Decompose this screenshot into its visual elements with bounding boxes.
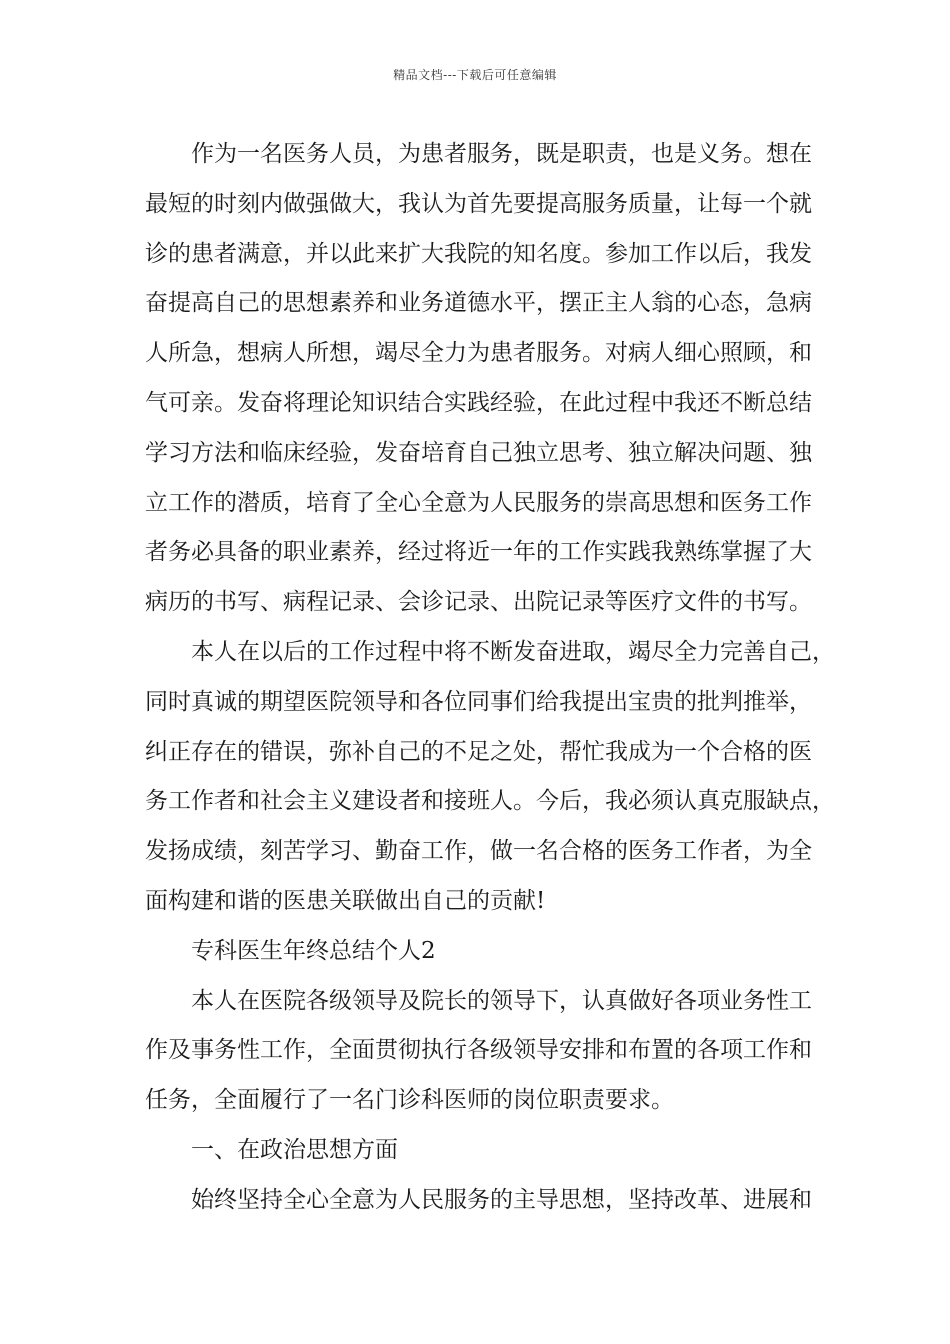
text-line: 奋提高自己的思想素养和业务道德水平，摆正主人翁的心态，急病	[145, 290, 812, 317]
subsection-heading	[145, 1126, 825, 1176]
paragraph-3	[145, 977, 825, 1126]
text-line: 人所急，想病人所想，竭尽全力为患者服务。对病人细心照顾，和	[145, 340, 812, 367]
text-line: 同时真诚的期望医院领导和各位同事们给我提出宝贵的批判推举，	[145, 688, 812, 715]
text-line: 最短的时刻内做强做大，我认为首先要提高服务质量，让每一个就	[145, 190, 812, 217]
text-line: 本人在以后的工作过程中将不断发奋进取，竭尽全力完善自己，	[191, 638, 835, 665]
section-title-text: 专科医生年终总结个人2	[191, 937, 436, 964]
text-line: 发扬成绩，刻苦学习、勤奋工作，做一名合格的医务工作者，为全	[145, 838, 812, 865]
document-body	[145, 130, 835, 1226]
text-line: 始终坚持全心全意为人民服务的主导思想，坚持改革、进展和	[191, 1186, 812, 1213]
text-line: 诊的患者满意，并以此来扩大我院的知名度。参加工作以后，我发	[145, 240, 812, 267]
text-line: 纠正存在的错误，弥补自己的不足之处，帮忙我成为一个合格的医	[145, 738, 812, 765]
text-line: 气可亲。发奋将理论知识结合实践经验，在此过程中我还不断总结	[145, 389, 812, 416]
paragraph-4	[145, 1176, 825, 1226]
text-line: 任务，全面履行了一名门诊科医师的岗位职责要求。	[145, 1087, 674, 1114]
text-line: 作及事务性工作，全面贯彻执行各级领导安排和布置的各项工作和	[145, 1037, 812, 1064]
subsection-heading-text: 一、在政治思想方面	[191, 1136, 398, 1163]
text-line: 立工作的潜质，培育了全心全意为人民服务的崇高思想和医务工作	[145, 489, 812, 516]
text-line: 者务必具备的职业素养，经过将近一年的工作实践我熟练掌握了大	[145, 539, 812, 566]
paragraph-1	[145, 130, 825, 628]
text-line: 本人在医院各级领导及院长的领导下，认真做好各项业务性工	[191, 987, 812, 1014]
text-line: 作为一名医务人员，为患者服务，既是职责，也是义务。想在	[191, 141, 812, 167]
section-title	[145, 927, 825, 977]
text-line: 学习方法和临床经验，发奋培育自己独立思考、独立解决问题、独	[145, 439, 812, 466]
text-line: 务工作者和社会主义建设者和接班人。今后，我必须认真克服缺点，	[145, 788, 835, 815]
text-line: 面构建和谐的医患关联做出自己的贡献!	[145, 887, 546, 914]
text-line: 病历的书写、病程记录、会诊记录、出院记录等医疗文件的书写。	[145, 589, 812, 616]
header-note: 精品文档---下载后可任意编辑	[393, 68, 557, 82]
paragraph-2	[145, 628, 835, 927]
